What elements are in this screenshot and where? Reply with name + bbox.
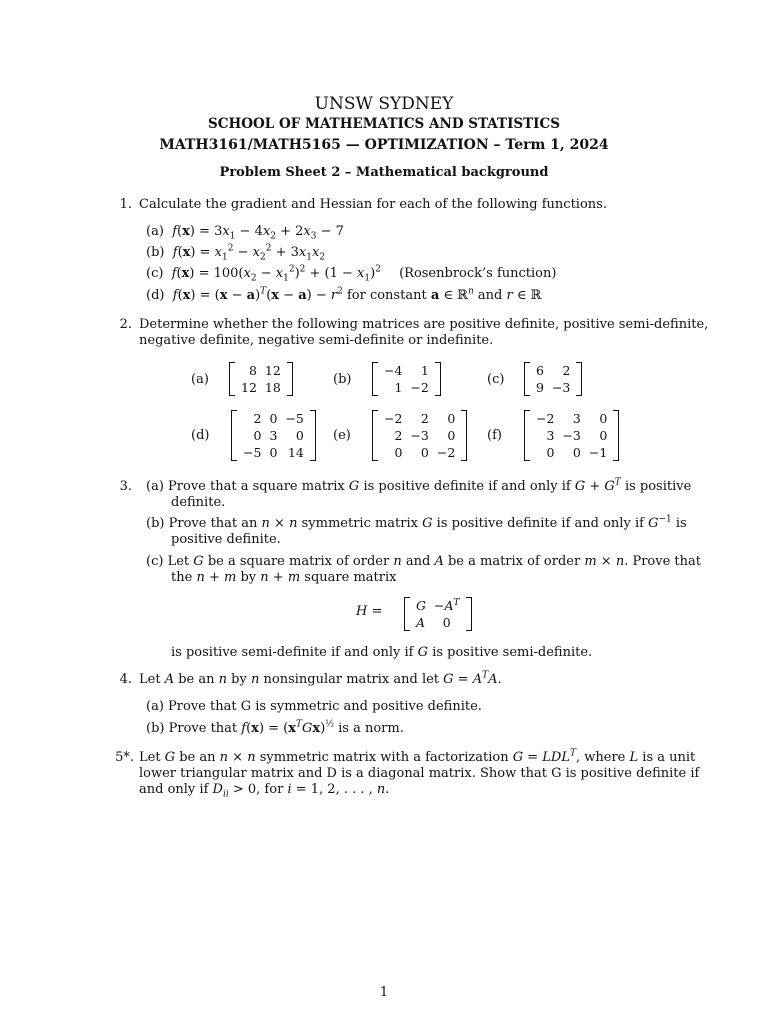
q3-c-text: Let <box>167 554 190 569</box>
q4-part-a <box>146 699 482 714</box>
q4-a-text: Prove that G is symmetric and positive definite. <box>168 699 482 714</box>
q1-d-tail-1: for constant <box>346 288 427 303</box>
q4-part-b: (b) Prove that $f(x) = (x^TGx)^{\frac{1}{2}}$ is a norm. <box>146 719 404 736</box>
university-title: UNSW SYDNEY <box>314 94 454 114</box>
q3-part-c-line2: the n + m by n + m square matrix <box>171 570 397 585</box>
q1-d-set-r: r ∈ ℝ <box>506 288 542 303</box>
matrix-cell: 0 <box>269 445 278 460</box>
matrix-cell: −5 <box>285 411 304 426</box>
q3-c-text: is positive semi-definite. <box>432 645 593 660</box>
matrix-h <box>404 597 472 631</box>
matrix-cell: 0 <box>420 445 429 460</box>
q1-d-set-a: a ∈ ℝ$^n$ <box>430 286 474 303</box>
q1-b-formula: $f(x) = x_1^2 - x_2^2 + 3x_1x_2$ <box>172 243 326 263</box>
q1-c-label: (c) <box>146 266 164 281</box>
matrix-h-label: H = <box>356 604 383 619</box>
q3-b-text: Prove that an <box>168 516 258 531</box>
q4-number: 4. <box>119 672 132 687</box>
matrix-cell: A <box>416 615 426 630</box>
matrix-cell: 8 <box>248 363 257 378</box>
matrix-b <box>372 362 441 396</box>
q1-a-formula: $f(x) = 3x_1 - 4x_2 + 2x_3 - 7$ <box>172 224 344 242</box>
q1-b-label: (b) <box>146 245 165 260</box>
matrix-cell: 2 <box>562 363 571 378</box>
matrix-d <box>231 410 316 461</box>
matrix-cell: −5 <box>243 445 262 460</box>
matrix-c <box>524 362 582 396</box>
q3-b-text: is <box>675 516 687 531</box>
q1-d-label: (d) <box>146 288 165 303</box>
matrix-cell: 1 <box>394 380 403 395</box>
q2-label-a: (a) <box>191 372 209 387</box>
q3-c-text: and <box>405 554 431 569</box>
q3-a-text: Prove that a square matrix <box>168 479 345 494</box>
q1-part-a <box>146 224 344 242</box>
school-title: SCHOOL OF MATHEMATICS AND STATISTICS <box>208 116 560 132</box>
q5-line1: Let G be an n × n symmetric matrix with a factorization $G = LDL^T$, where L is a unit <box>139 748 696 765</box>
q3-part-c-line1: (c) Let G be a square matrix of order n and A be a matrix of order m × n. Prove that <box>146 554 701 569</box>
q4-text: Let A be an n by n nonsingular matrix and let $G = A^TA$. <box>139 670 502 687</box>
matrix-cell: 2 <box>420 411 429 426</box>
matrix-cell: 0 <box>546 445 555 460</box>
page-number: 1 <box>379 985 389 1000</box>
matrix-cell: 0 <box>572 445 581 460</box>
q1-d-formula: $f(x) = (x - a)^T(x - a) - r^2$ <box>172 286 343 303</box>
matrix-cell: −2 <box>436 445 456 460</box>
matrix-cell: −2 <box>536 411 555 426</box>
q3-c-text: . Prove that <box>624 554 701 569</box>
matrix-cell: 2 <box>394 428 403 443</box>
q3-c-text: the <box>171 570 193 585</box>
q3-b-text: symmetric matrix <box>301 516 418 531</box>
matrix-cell: 1 <box>420 363 429 378</box>
q3-c-text: be a matrix of order <box>447 554 581 569</box>
q3-c-text: by <box>240 570 257 585</box>
matrix-cell: −2 <box>384 411 403 426</box>
q3-part-a-line1: (a) Prove that a square matrix G is positive definite if and only if $G + G^T$ is positive <box>146 477 692 494</box>
q1-text: Calculate the gradient and Hessian for each of the following functions. <box>139 197 607 212</box>
q5-line3: and only if $D_{ii} > 0$, for i = 1, 2, . . . , n. <box>139 782 390 800</box>
matrix-cell: 0 <box>269 411 278 426</box>
matrix-cell: 0 <box>442 615 451 630</box>
q2-line1: Determine whether the following matrices are positive definite, positive semi-definite, <box>139 317 709 332</box>
matrix-cell: $-A^T$ <box>434 597 460 613</box>
q2-label-c: (c) <box>487 372 505 387</box>
q4-a-label: (a) <box>146 699 164 714</box>
matrix-cell: −1 <box>588 445 608 460</box>
q3-c-label: (c) <box>146 554 164 569</box>
matrix-cell: −3 <box>551 380 571 395</box>
q2-number: 2. <box>119 317 132 332</box>
matrix-cell: −3 <box>562 428 581 443</box>
q1-a-label: (a) <box>146 224 164 239</box>
q3-c-text: is positive semi-definite if and only if <box>171 645 414 660</box>
matrix-cell: 0 <box>447 411 456 426</box>
matrix-cell: 0 <box>599 428 608 443</box>
q2-label-e: (e) <box>333 428 351 443</box>
q3-a-text: is positive <box>624 479 692 494</box>
q5-line2: lower triangular matrix and D is a diagonal matrix. Show that G is positive definite if <box>139 766 700 781</box>
q3-part-c-conclusion: is positive semi-definite if and only if G is positive semi-definite. <box>171 645 593 660</box>
q2-label-f: (f) <box>487 428 502 443</box>
q4-b-text: Prove that <box>168 721 238 736</box>
matrix-cell: 12 <box>264 363 281 378</box>
sheet-title: Problem Sheet 2 – Mathematical background <box>219 165 549 180</box>
matrix-cell: 0 <box>447 428 456 443</box>
q3-a-text: is positive definite if and only if <box>363 479 571 494</box>
matrix-e <box>372 410 467 461</box>
q5-number: 5*. <box>115 750 134 765</box>
matrix-cell: 18 <box>264 380 281 395</box>
matrix-f <box>524 410 619 461</box>
q3-part-a-line2: definite. <box>171 495 226 510</box>
course-title: MATH3161/MATH5165 — OPTIMIZATION – Term 1, 2024 <box>159 137 609 153</box>
q3-c-text: be a square matrix of order <box>207 554 390 569</box>
matrix-cell: −3 <box>410 428 429 443</box>
q3-part-b-line2: positive definite. <box>171 532 281 547</box>
matrix-cell: 2 <box>253 411 262 426</box>
matrix-cell: 12 <box>241 380 257 395</box>
q4-b-text: is a norm. <box>338 721 404 736</box>
q1-rosenbrock-note: (Rosenbrock’s function) <box>399 266 557 281</box>
q2-label-b: (b) <box>333 372 352 387</box>
matrix-cell: 3 <box>572 411 581 426</box>
q1-part-b <box>146 243 326 263</box>
matrix-cell: −2 <box>410 380 429 395</box>
q1-part-d <box>146 288 541 303</box>
matrix-cell: G <box>416 598 426 613</box>
q1-number: 1. <box>119 197 132 212</box>
q1-d-tail-2: and <box>477 288 503 303</box>
q3-b-text: is positive definite if and only if <box>436 516 644 531</box>
q3-a-label: (a) <box>146 479 164 494</box>
q4-b-label: (b) <box>146 721 165 736</box>
matrix-cell: 0 <box>295 428 304 443</box>
q3-part-b-line1: (b) Prove that an n × n symmetric matrix G is positive definite if and only if $G^{-1}$ is <box>146 514 687 531</box>
matrix-cell: 9 <box>536 380 544 395</box>
matrix-cell: 0 <box>599 411 608 426</box>
q2-label-d: (d) <box>191 428 210 443</box>
matrix-cell: 6 <box>536 363 544 378</box>
q1-part-c <box>146 264 557 284</box>
q3-b-label: (b) <box>146 516 165 531</box>
matrix-cell: 0 <box>253 428 262 443</box>
matrix-a <box>229 362 293 396</box>
matrix-cell: −4 <box>384 363 403 378</box>
q2-line2: negative definite, negative semi-definite or indefinite. <box>139 333 494 348</box>
q1-c-formula: $f(x) = 100(x_2 - x_1^2)^2 + (1 - x_1)^2$ <box>171 264 381 284</box>
matrix-cell: 3 <box>546 428 555 443</box>
q3-c-text: square matrix <box>304 570 397 585</box>
matrix-cell: 0 <box>394 445 403 460</box>
matrix-cell: 3 <box>269 428 278 443</box>
q3-number: 3. <box>119 479 132 494</box>
matrix-cell: 14 <box>287 445 304 460</box>
